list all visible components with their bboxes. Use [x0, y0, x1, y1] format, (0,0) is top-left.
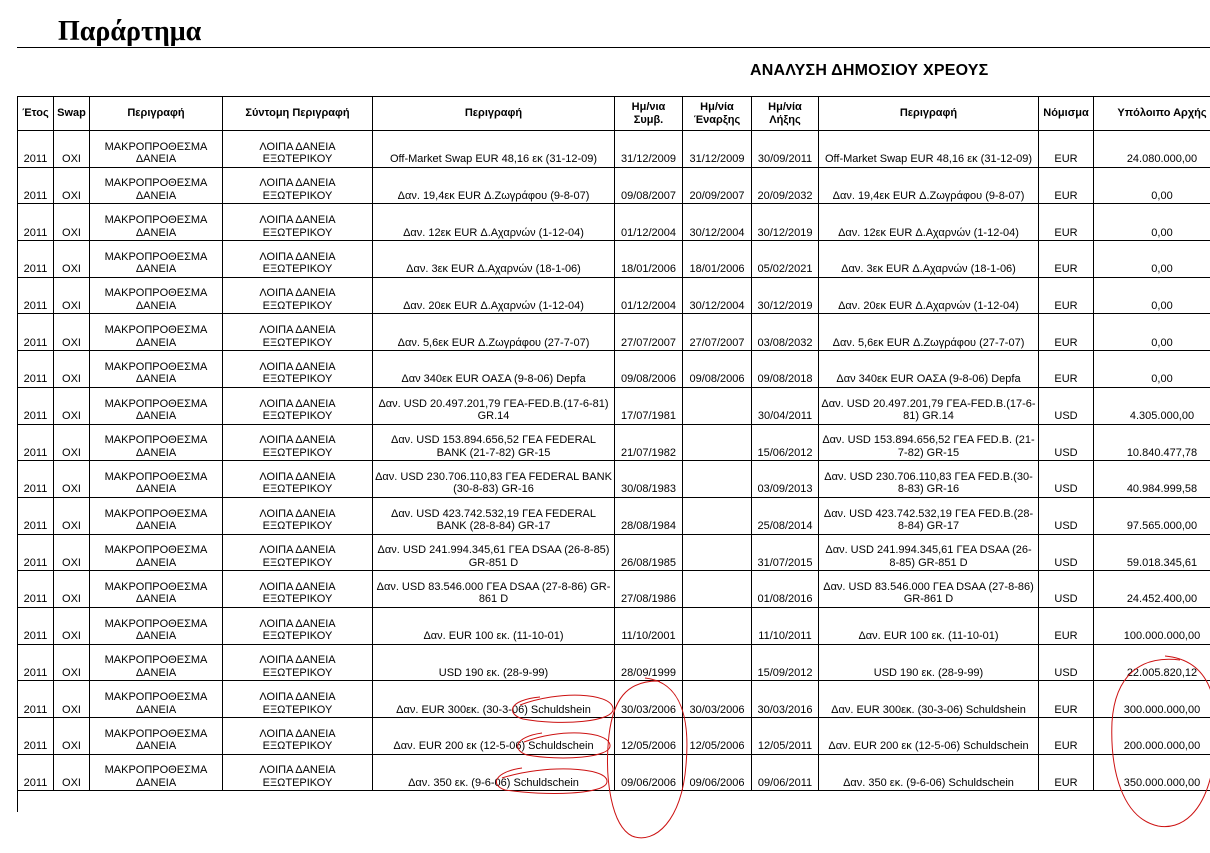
start-date-cell: 18/01/2006: [683, 241, 752, 278]
description-3-cell: Δαν. EUR 200 εκ (12-5-06) Schuldschein: [819, 718, 1039, 755]
opening-balance-cell: 22.005.820,12: [1094, 644, 1210, 681]
end-date-cell: 30/09/2011: [752, 131, 819, 168]
start-date-cell: 27/07/2007: [683, 314, 752, 351]
end-date-cell: 03/08/2032: [752, 314, 819, 351]
swap-cell: ΟΧΙ: [54, 534, 90, 571]
col-currency-header: Νόμισμα: [1039, 97, 1094, 131]
contract-date-cell: 09/08/2007: [615, 167, 683, 204]
currency-cell: EUR: [1039, 718, 1094, 755]
short-description-cell: ΛΟΙΠΑ ΔΑΝΕΙΑ ΕΞΩΤΕΡΙΚΟΥ: [223, 644, 373, 681]
swap-cell: ΟΧΙ: [54, 571, 90, 608]
contract-date-cell: 09/06/2006: [615, 754, 683, 791]
short-description-cell: ΛΟΙΠΑ ΔΑΝΕΙΑ ΕΞΩΤΕΡΙΚΟΥ: [223, 607, 373, 644]
swap-cell: ΟΧΙ: [54, 681, 90, 718]
debt-table: [17, 96, 1210, 791]
currency-cell: USD: [1039, 461, 1094, 498]
table-row: [18, 718, 1210, 755]
opening-balance-cell: 40.984.999,58: [1094, 461, 1210, 498]
year-cell: 2011: [18, 644, 54, 681]
description-3-cell: Δαν. USD 153.894.656,52 ΓΕΑ FED.B. (21-7-82) GR-15: [819, 424, 1039, 461]
col-opening-balance-header: Υπόλοιπο Αρχής: [1094, 97, 1210, 131]
year-cell: 2011: [18, 681, 54, 718]
description-cell: ΜΑΚΡΟΠΡΟΘΕΣΜΑ ΔΑΝΕΙΑ: [90, 277, 223, 314]
description-cell: ΜΑΚΡΟΠΡΟΘΕΣΜΑ ΔΑΝΕΙΑ: [90, 718, 223, 755]
currency-cell: EUR: [1039, 607, 1094, 644]
short-description-cell: ΛΟΙΠΑ ΔΑΝΕΙΑ ΕΞΩΤΕΡΙΚΟΥ: [223, 461, 373, 498]
description-2-cell: Δαν. EUR 300εκ. (30-3-06) Schuldshein: [373, 681, 615, 718]
year-cell: 2011: [18, 461, 54, 498]
swap-cell: ΟΧΙ: [54, 424, 90, 461]
description-cell: ΜΑΚΡΟΠΡΟΘΕΣΜΑ ΔΑΝΕΙΑ: [90, 497, 223, 534]
short-description-cell: ΛΟΙΠΑ ΔΑΝΕΙΑ ΕΞΩΤΕΡΙΚΟΥ: [223, 424, 373, 461]
description-2-cell: USD 190 εκ. (28-9-99): [373, 644, 615, 681]
description-3-cell: USD 190 εκ. (28-9-99): [819, 644, 1039, 681]
opening-balance-cell: 350.000.000,00: [1094, 754, 1210, 791]
year-cell: 2011: [18, 497, 54, 534]
description-2-cell: Δαν. 5,6εκ EUR Δ.Ζωγράφου (27-7-07): [373, 314, 615, 351]
table-row: [18, 424, 1210, 461]
year-cell: 2011: [18, 571, 54, 608]
contract-date-cell: 28/09/1999: [615, 644, 683, 681]
table-left-edge-tail: [17, 790, 18, 812]
opening-balance-cell: 100.000.000,00: [1094, 607, 1210, 644]
start-date-cell: [683, 461, 752, 498]
start-date-cell: [683, 534, 752, 571]
opening-balance-cell: 4.305.000,00: [1094, 387, 1210, 424]
swap-cell: ΟΧΙ: [54, 607, 90, 644]
year-cell: 2011: [18, 277, 54, 314]
title-underline: [17, 47, 1210, 48]
end-date-cell: 09/08/2018: [752, 351, 819, 388]
short-description-cell: ΛΟΙΠΑ ΔΑΝΕΙΑ ΕΞΩΤΕΡΙΚΟΥ: [223, 351, 373, 388]
description-3-cell: Δαν. USD 20.497.201,79 ΓΕΑ-FED.B.(17-6-81) GR.14: [819, 387, 1039, 424]
year-cell: 2011: [18, 351, 54, 388]
short-description-cell: ΛΟΙΠΑ ΔΑΝΕΙΑ ΕΞΩΤΕΡΙΚΟΥ: [223, 754, 373, 791]
header-row: [18, 97, 1210, 131]
description-cell: ΜΑΚΡΟΠΡΟΘΕΣΜΑ ΔΑΝΕΙΑ: [90, 644, 223, 681]
end-date-cell: 30/04/2011: [752, 387, 819, 424]
swap-cell: ΟΧΙ: [54, 204, 90, 241]
table-row: [18, 277, 1210, 314]
table-title: ΑΝΑΛΥΣΗ ΔΗΜΟΣΙΟΥ ΧΡΕΟΥΣ: [750, 62, 989, 79]
contract-date-cell: 31/12/2009: [615, 131, 683, 168]
description-2-cell: Δαν. USD 230.706.110,83 ΓΕΑ FEDERAL BANK (30-8-83) GR-16: [373, 461, 615, 498]
contract-date-cell: 11/10/2001: [615, 607, 683, 644]
currency-cell: USD: [1039, 497, 1094, 534]
end-date-cell: 15/06/2012: [752, 424, 819, 461]
opening-balance-cell: 10.840.477,78: [1094, 424, 1210, 461]
description-3-cell: Δαν. 19,4εκ EUR Δ.Ζωγράφου (9-8-07): [819, 167, 1039, 204]
col-start-date-header: Ημ/νία Έναρξης: [683, 97, 752, 131]
opening-balance-cell: 59.018.345,61: [1094, 534, 1210, 571]
description-3-cell: Δαν. USD 241.994.345,61 ΓΕΑ DSAA (26-8-85) GR-851 D: [819, 534, 1039, 571]
short-description-cell: ΛΟΙΠΑ ΔΑΝΕΙΑ ΕΞΩΤΕΡΙΚΟΥ: [223, 314, 373, 351]
swap-cell: ΟΧΙ: [54, 351, 90, 388]
table-row: [18, 607, 1210, 644]
start-date-cell: [683, 644, 752, 681]
currency-cell: USD: [1039, 534, 1094, 571]
end-date-cell: 20/09/2032: [752, 167, 819, 204]
swap-cell: ΟΧΙ: [54, 167, 90, 204]
currency-cell: EUR: [1039, 351, 1094, 388]
opening-balance-cell: 97.565.000,00: [1094, 497, 1210, 534]
short-description-cell: ΛΟΙΠΑ ΔΑΝΕΙΑ ΕΞΩΤΕΡΙΚΟΥ: [223, 277, 373, 314]
short-description-cell: ΛΟΙΠΑ ΔΑΝΕΙΑ ΕΞΩΤΕΡΙΚΟΥ: [223, 204, 373, 241]
opening-balance-cell: 0,00: [1094, 241, 1210, 278]
description-cell: ΜΑΚΡΟΠΡΟΘΕΣΜΑ ΔΑΝΕΙΑ: [90, 424, 223, 461]
year-cell: 2011: [18, 607, 54, 644]
end-date-cell: 01/08/2016: [752, 571, 819, 608]
swap-cell: ΟΧΙ: [54, 277, 90, 314]
col-swap-header: Swap: [54, 97, 90, 131]
description-2-cell: Δαν. 350 εκ. (9-6-06) Schuldschein: [373, 754, 615, 791]
year-cell: 2011: [18, 534, 54, 571]
start-date-cell: 30/12/2004: [683, 204, 752, 241]
table-row: [18, 131, 1210, 168]
table-row: [18, 681, 1210, 718]
description-3-cell: Δαν. 350 εκ. (9-6-06) Schuldschein: [819, 754, 1039, 791]
end-date-cell: 31/07/2015: [752, 534, 819, 571]
contract-date-cell: 18/01/2006: [615, 241, 683, 278]
contract-date-cell: 26/08/1985: [615, 534, 683, 571]
start-date-cell: [683, 497, 752, 534]
end-date-cell: 30/12/2019: [752, 204, 819, 241]
description-2-cell: Δαν. 19,4εκ EUR Δ.Ζωγράφου (9-8-07): [373, 167, 615, 204]
year-cell: 2011: [18, 718, 54, 755]
col-contract-date-header: Ημ/νια Συμβ.: [615, 97, 683, 131]
description-3-cell: Δαν. 5,6εκ EUR Δ.Ζωγράφου (27-7-07): [819, 314, 1039, 351]
description-3-cell: Δαν. USD 230.706.110,83 ΓΕΑ FED.B.(30-8-83) GR-16: [819, 461, 1039, 498]
description-cell: ΜΑΚΡΟΠΡΟΘΕΣΜΑ ΔΑΝΕΙΑ: [90, 351, 223, 388]
start-date-cell: 12/05/2006: [683, 718, 752, 755]
contract-date-cell: 30/03/2006: [615, 681, 683, 718]
description-cell: ΜΑΚΡΟΠΡΟΘΕΣΜΑ ΔΑΝΕΙΑ: [90, 167, 223, 204]
description-2-cell: Δαν. USD 423.742.532,19 ΓΕΑ FEDERAL BANK (28-8-84) GR-17: [373, 497, 615, 534]
table-row: [18, 644, 1210, 681]
start-date-cell: 30/12/2004: [683, 277, 752, 314]
table-row: [18, 754, 1210, 791]
short-description-cell: ΛΟΙΠΑ ΔΑΝΕΙΑ ΕΞΩΤΕΡΙΚΟΥ: [223, 497, 373, 534]
col-short-description-header: Σύντομη Περιγραφή: [223, 97, 373, 131]
currency-cell: EUR: [1039, 277, 1094, 314]
description-2-cell: Δαν 340εκ EUR ΟΑΣΑ (9-8-06) Depfa: [373, 351, 615, 388]
description-cell: ΜΑΚΡΟΠΡΟΘΕΣΜΑ ΔΑΝΕΙΑ: [90, 754, 223, 791]
end-date-cell: 30/12/2019: [752, 277, 819, 314]
end-date-cell: 30/03/2016: [752, 681, 819, 718]
description-2-cell: Off-Market Swap EUR 48,16 εκ (31-12-09): [373, 131, 615, 168]
description-3-cell: Δαν. EUR 300εκ. (30-3-06) Schuldshein: [819, 681, 1039, 718]
opening-balance-cell: 0,00: [1094, 314, 1210, 351]
description-3-cell: Off-Market Swap EUR 48,16 εκ (31-12-09): [819, 131, 1039, 168]
currency-cell: EUR: [1039, 754, 1094, 791]
short-description-cell: ΛΟΙΠΑ ΔΑΝΕΙΑ ΕΞΩΤΕΡΙΚΟΥ: [223, 387, 373, 424]
description-3-cell: Δαν. USD 83.546.000 ΓΕΑ DSAA (27-8-86) GR-861 D: [819, 571, 1039, 608]
swap-cell: ΟΧΙ: [54, 754, 90, 791]
description-2-cell: Δαν. USD 241.994.345,61 ΓΕΑ DSAA (26-8-85) GR-851 D: [373, 534, 615, 571]
year-cell: 2011: [18, 204, 54, 241]
swap-cell: ΟΧΙ: [54, 644, 90, 681]
currency-cell: USD: [1039, 387, 1094, 424]
description-cell: ΜΑΚΡΟΠΡΟΘΕΣΜΑ ΔΑΝΕΙΑ: [90, 571, 223, 608]
contract-date-cell: 01/12/2004: [615, 277, 683, 314]
description-3-cell: Δαν. 20εκ EUR Δ.Αχαρνών (1-12-04): [819, 277, 1039, 314]
opening-balance-cell: 0,00: [1094, 351, 1210, 388]
year-cell: 2011: [18, 387, 54, 424]
end-date-cell: 09/06/2011: [752, 754, 819, 791]
description-2-cell: Δαν. USD 153.894.656,52 ΓΕΑ FEDERAL BANK (21-7-82) GR-15: [373, 424, 615, 461]
start-date-cell: [683, 571, 752, 608]
description-cell: ΜΑΚΡΟΠΡΟΘΕΣΜΑ ΔΑΝΕΙΑ: [90, 131, 223, 168]
page-title: Παράρτημα: [58, 16, 202, 47]
opening-balance-cell: 0,00: [1094, 167, 1210, 204]
swap-cell: ΟΧΙ: [54, 387, 90, 424]
swap-cell: ΟΧΙ: [54, 497, 90, 534]
year-cell: 2011: [18, 314, 54, 351]
short-description-cell: ΛΟΙΠΑ ΔΑΝΕΙΑ ΕΞΩΤΕΡΙΚΟΥ: [223, 131, 373, 168]
currency-cell: EUR: [1039, 681, 1094, 718]
description-3-cell: Δαν 340εκ EUR ΟΑΣΑ (9-8-06) Depfa: [819, 351, 1039, 388]
description-3-cell: Δαν. 3εκ EUR Δ.Αχαρνών (18-1-06): [819, 241, 1039, 278]
table-body: [18, 131, 1210, 791]
opening-balance-cell: 24.452.400,00: [1094, 571, 1210, 608]
description-2-cell: Δαν. 12εκ EUR Δ.Αχαρνών (1-12-04): [373, 204, 615, 241]
opening-balance-cell: 200.000.000,00: [1094, 718, 1210, 755]
start-date-cell: [683, 607, 752, 644]
description-cell: ΜΑΚΡΟΠΡΟΘΕΣΜΑ ΔΑΝΕΙΑ: [90, 461, 223, 498]
col-description-3-header: Περιγραφή: [819, 97, 1039, 131]
short-description-cell: ΛΟΙΠΑ ΔΑΝΕΙΑ ΕΞΩΤΕΡΙΚΟΥ: [223, 167, 373, 204]
currency-cell: EUR: [1039, 241, 1094, 278]
description-3-cell: Δαν. 12εκ EUR Δ.Αχαρνών (1-12-04): [819, 204, 1039, 241]
currency-cell: USD: [1039, 571, 1094, 608]
currency-cell: USD: [1039, 644, 1094, 681]
contract-date-cell: 21/07/1982: [615, 424, 683, 461]
currency-cell: EUR: [1039, 314, 1094, 351]
description-3-cell: Δαν. EUR 100 εκ. (11-10-01): [819, 607, 1039, 644]
start-date-cell: [683, 424, 752, 461]
table-row: [18, 314, 1210, 351]
year-cell: 2011: [18, 131, 54, 168]
currency-cell: EUR: [1039, 204, 1094, 241]
col-year-header: Έτος: [18, 97, 54, 131]
description-2-cell: Δαν. EUR 200 εκ (12-5-06) Schuldschein: [373, 718, 615, 755]
start-date-cell: 09/08/2006: [683, 351, 752, 388]
description-cell: ΜΑΚΡΟΠΡΟΘΕΣΜΑ ΔΑΝΕΙΑ: [90, 387, 223, 424]
start-date-cell: 20/09/2007: [683, 167, 752, 204]
description-cell: ΜΑΚΡΟΠΡΟΘΕΣΜΑ ΔΑΝΕΙΑ: [90, 204, 223, 241]
opening-balance-cell: 24.080.000,00: [1094, 131, 1210, 168]
description-2-cell: Δαν. USD 20.497.201,79 ΓΕΑ-FED.B.(17-6-81) GR.14: [373, 387, 615, 424]
contract-date-cell: 28/08/1984: [615, 497, 683, 534]
end-date-cell: 15/09/2012: [752, 644, 819, 681]
table-row: [18, 497, 1210, 534]
contract-date-cell: 01/12/2004: [615, 204, 683, 241]
start-date-cell: 09/06/2006: [683, 754, 752, 791]
year-cell: 2011: [18, 754, 54, 791]
col-description-header: Περιγραφή: [90, 97, 223, 131]
contract-date-cell: 09/08/2006: [615, 351, 683, 388]
currency-cell: EUR: [1039, 167, 1094, 204]
opening-balance-cell: 0,00: [1094, 204, 1210, 241]
short-description-cell: ΛΟΙΠΑ ΔΑΝΕΙΑ ΕΞΩΤΕΡΙΚΟΥ: [223, 718, 373, 755]
description-cell: ΜΑΚΡΟΠΡΟΘΕΣΜΑ ΔΑΝΕΙΑ: [90, 607, 223, 644]
year-cell: 2011: [18, 241, 54, 278]
swap-cell: ΟΧΙ: [54, 241, 90, 278]
description-cell: ΜΑΚΡΟΠΡΟΘΕΣΜΑ ΔΑΝΕΙΑ: [90, 241, 223, 278]
short-description-cell: ΛΟΙΠΑ ΔΑΝΕΙΑ ΕΞΩΤΕΡΙΚΟΥ: [223, 681, 373, 718]
year-cell: 2011: [18, 167, 54, 204]
col-end-date-header: Ημ/νία Λήξης: [752, 97, 819, 131]
contract-date-cell: 27/08/1986: [615, 571, 683, 608]
start-date-cell: 30/03/2006: [683, 681, 752, 718]
description-2-cell: Δαν. EUR 100 εκ. (11-10-01): [373, 607, 615, 644]
table-row: [18, 461, 1210, 498]
description-2-cell: Δαν. USD 83.546.000 ΓΕΑ DSAA (27-8-86) GR-861 D: [373, 571, 615, 608]
contract-date-cell: 12/05/2006: [615, 718, 683, 755]
short-description-cell: ΛΟΙΠΑ ΔΑΝΕΙΑ ΕΞΩΤΕΡΙΚΟΥ: [223, 534, 373, 571]
description-cell: ΜΑΚΡΟΠΡΟΘΕΣΜΑ ΔΑΝΕΙΑ: [90, 314, 223, 351]
swap-cell: ΟΧΙ: [54, 461, 90, 498]
table-row: [18, 241, 1210, 278]
description-2-cell: Δαν. 3εκ EUR Δ.Αχαρνών (18-1-06): [373, 241, 615, 278]
description-3-cell: Δαν. USD 423.742.532,19 ΓΕΑ FED.B.(28-8-84) GR-17: [819, 497, 1039, 534]
contract-date-cell: 27/07/2007: [615, 314, 683, 351]
end-date-cell: 03/09/2013: [752, 461, 819, 498]
swap-cell: ΟΧΙ: [54, 314, 90, 351]
opening-balance-cell: 0,00: [1094, 277, 1210, 314]
short-description-cell: ΛΟΙΠΑ ΔΑΝΕΙΑ ΕΞΩΤΕΡΙΚΟΥ: [223, 571, 373, 608]
table-row: [18, 534, 1210, 571]
table-row: [18, 387, 1210, 424]
description-cell: ΜΑΚΡΟΠΡΟΘΕΣΜΑ ΔΑΝΕΙΑ: [90, 534, 223, 571]
description-2-cell: Δαν. 20εκ EUR Δ.Αχαρνών (1-12-04): [373, 277, 615, 314]
currency-cell: USD: [1039, 424, 1094, 461]
table-row: [18, 571, 1210, 608]
end-date-cell: 05/02/2021: [752, 241, 819, 278]
swap-cell: ΟΧΙ: [54, 718, 90, 755]
description-cell: ΜΑΚΡΟΠΡΟΘΕΣΜΑ ΔΑΝΕΙΑ: [90, 681, 223, 718]
end-date-cell: 25/08/2014: [752, 497, 819, 534]
contract-date-cell: 30/08/1983: [615, 461, 683, 498]
end-date-cell: 11/10/2011: [752, 607, 819, 644]
end-date-cell: 12/05/2011: [752, 718, 819, 755]
table-row: [18, 351, 1210, 388]
opening-balance-cell: 300.000.000,00: [1094, 681, 1210, 718]
table-row: [18, 167, 1210, 204]
currency-cell: EUR: [1039, 131, 1094, 168]
swap-cell: ΟΧΙ: [54, 131, 90, 168]
start-date-cell: [683, 387, 752, 424]
col-description-2-header: Περιγραφή: [373, 97, 615, 131]
year-cell: 2011: [18, 424, 54, 461]
start-date-cell: 31/12/2009: [683, 131, 752, 168]
contract-date-cell: 17/07/1981: [615, 387, 683, 424]
table-row: [18, 204, 1210, 241]
short-description-cell: ΛΟΙΠΑ ΔΑΝΕΙΑ ΕΞΩΤΕΡΙΚΟΥ: [223, 241, 373, 278]
